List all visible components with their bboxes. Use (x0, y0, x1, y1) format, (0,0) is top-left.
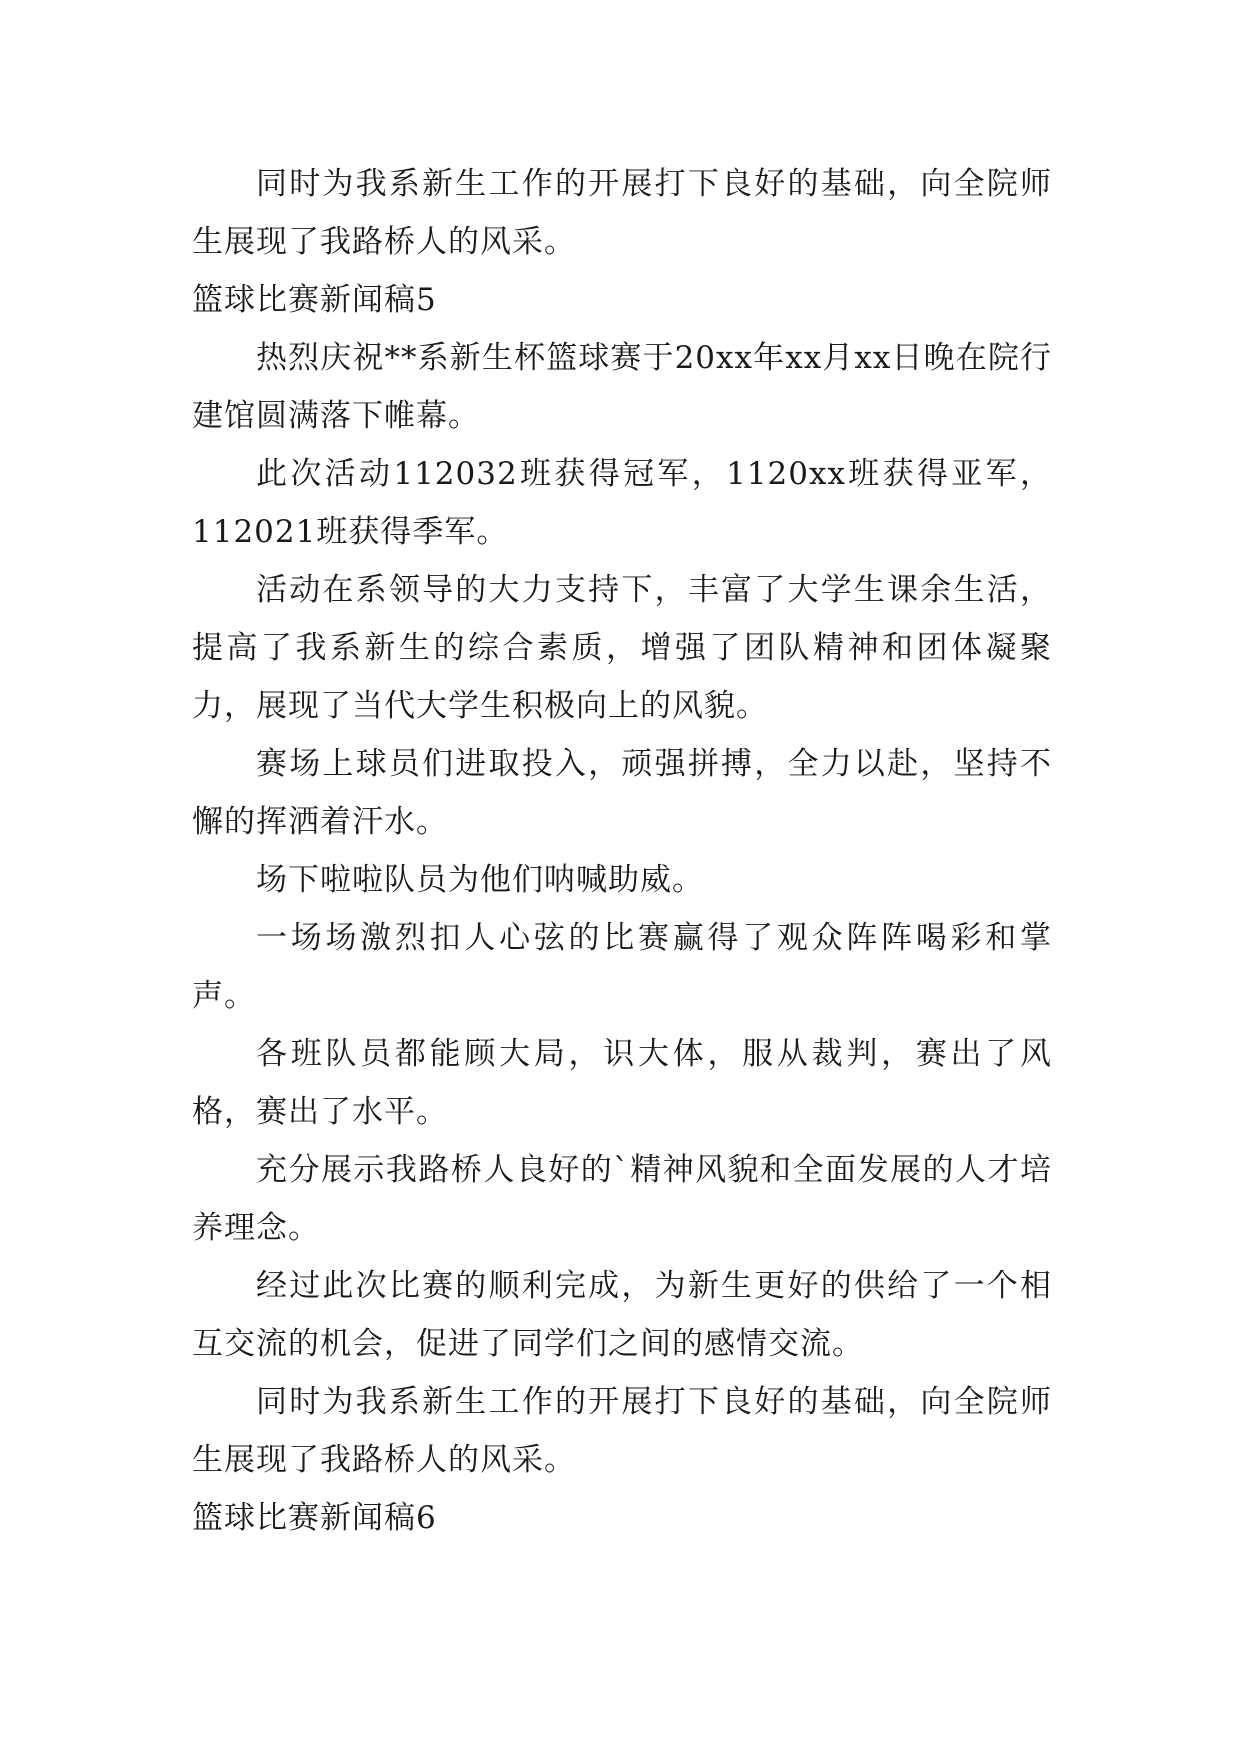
section-heading: 篮球比赛新闻稿5 (192, 282, 437, 318)
paragraph: 同时为我系新生工作的开展打下良好的基础，向全院师生展现了我路桥人的风采。 (192, 1384, 1052, 1478)
paragraph: 热烈庆祝**系新生杯篮球赛于20xx年xx月xx日晚在院行建馆圆满落下帷幕。 (192, 340, 1052, 434)
paragraph: 充分展示我路桥人良好的`精神风貌和全面发展的人才培养理念。 (192, 1152, 1052, 1246)
paragraph: 场下啦啦队员为他们呐喊助威。 (256, 862, 704, 898)
paragraph: 赛场上球员们进取投入，顽强拼搏，全力以赴，坚持不懈的挥洒着汗水。 (192, 746, 1052, 840)
section-heading: 篮球比赛新闻稿6 (192, 1500, 437, 1536)
paragraph: 同时为我系新生工作的开展打下良好的基础，向全院师生展现了我路桥人的风采。 (192, 166, 1052, 260)
paragraph: 各班队员都能顾大局，识大体，服从裁判，赛出了风格，赛出了水平。 (192, 1036, 1052, 1130)
document-body (192, 155, 1052, 1547)
paragraph: 活动在系领导的大力支持下，丰富了大学生课余生活，提高了我系新生的综合素质，增强了团队精神和团体凝聚力，展现了当代大学生积极向上的风貌。 (192, 572, 1052, 724)
paragraph: 经过此次比赛的顺利完成，为新生更好的供给了一个相互交流的机会，促进了同学们之间的感情交流。 (192, 1268, 1052, 1362)
paragraph: 此次活动112032班获得冠军，1120xx班获得亚军，112021班获得季军。 (192, 456, 1052, 550)
paragraph: 一场场激烈扣人心弦的比赛赢得了观众阵阵喝彩和掌声。 (192, 920, 1052, 1014)
